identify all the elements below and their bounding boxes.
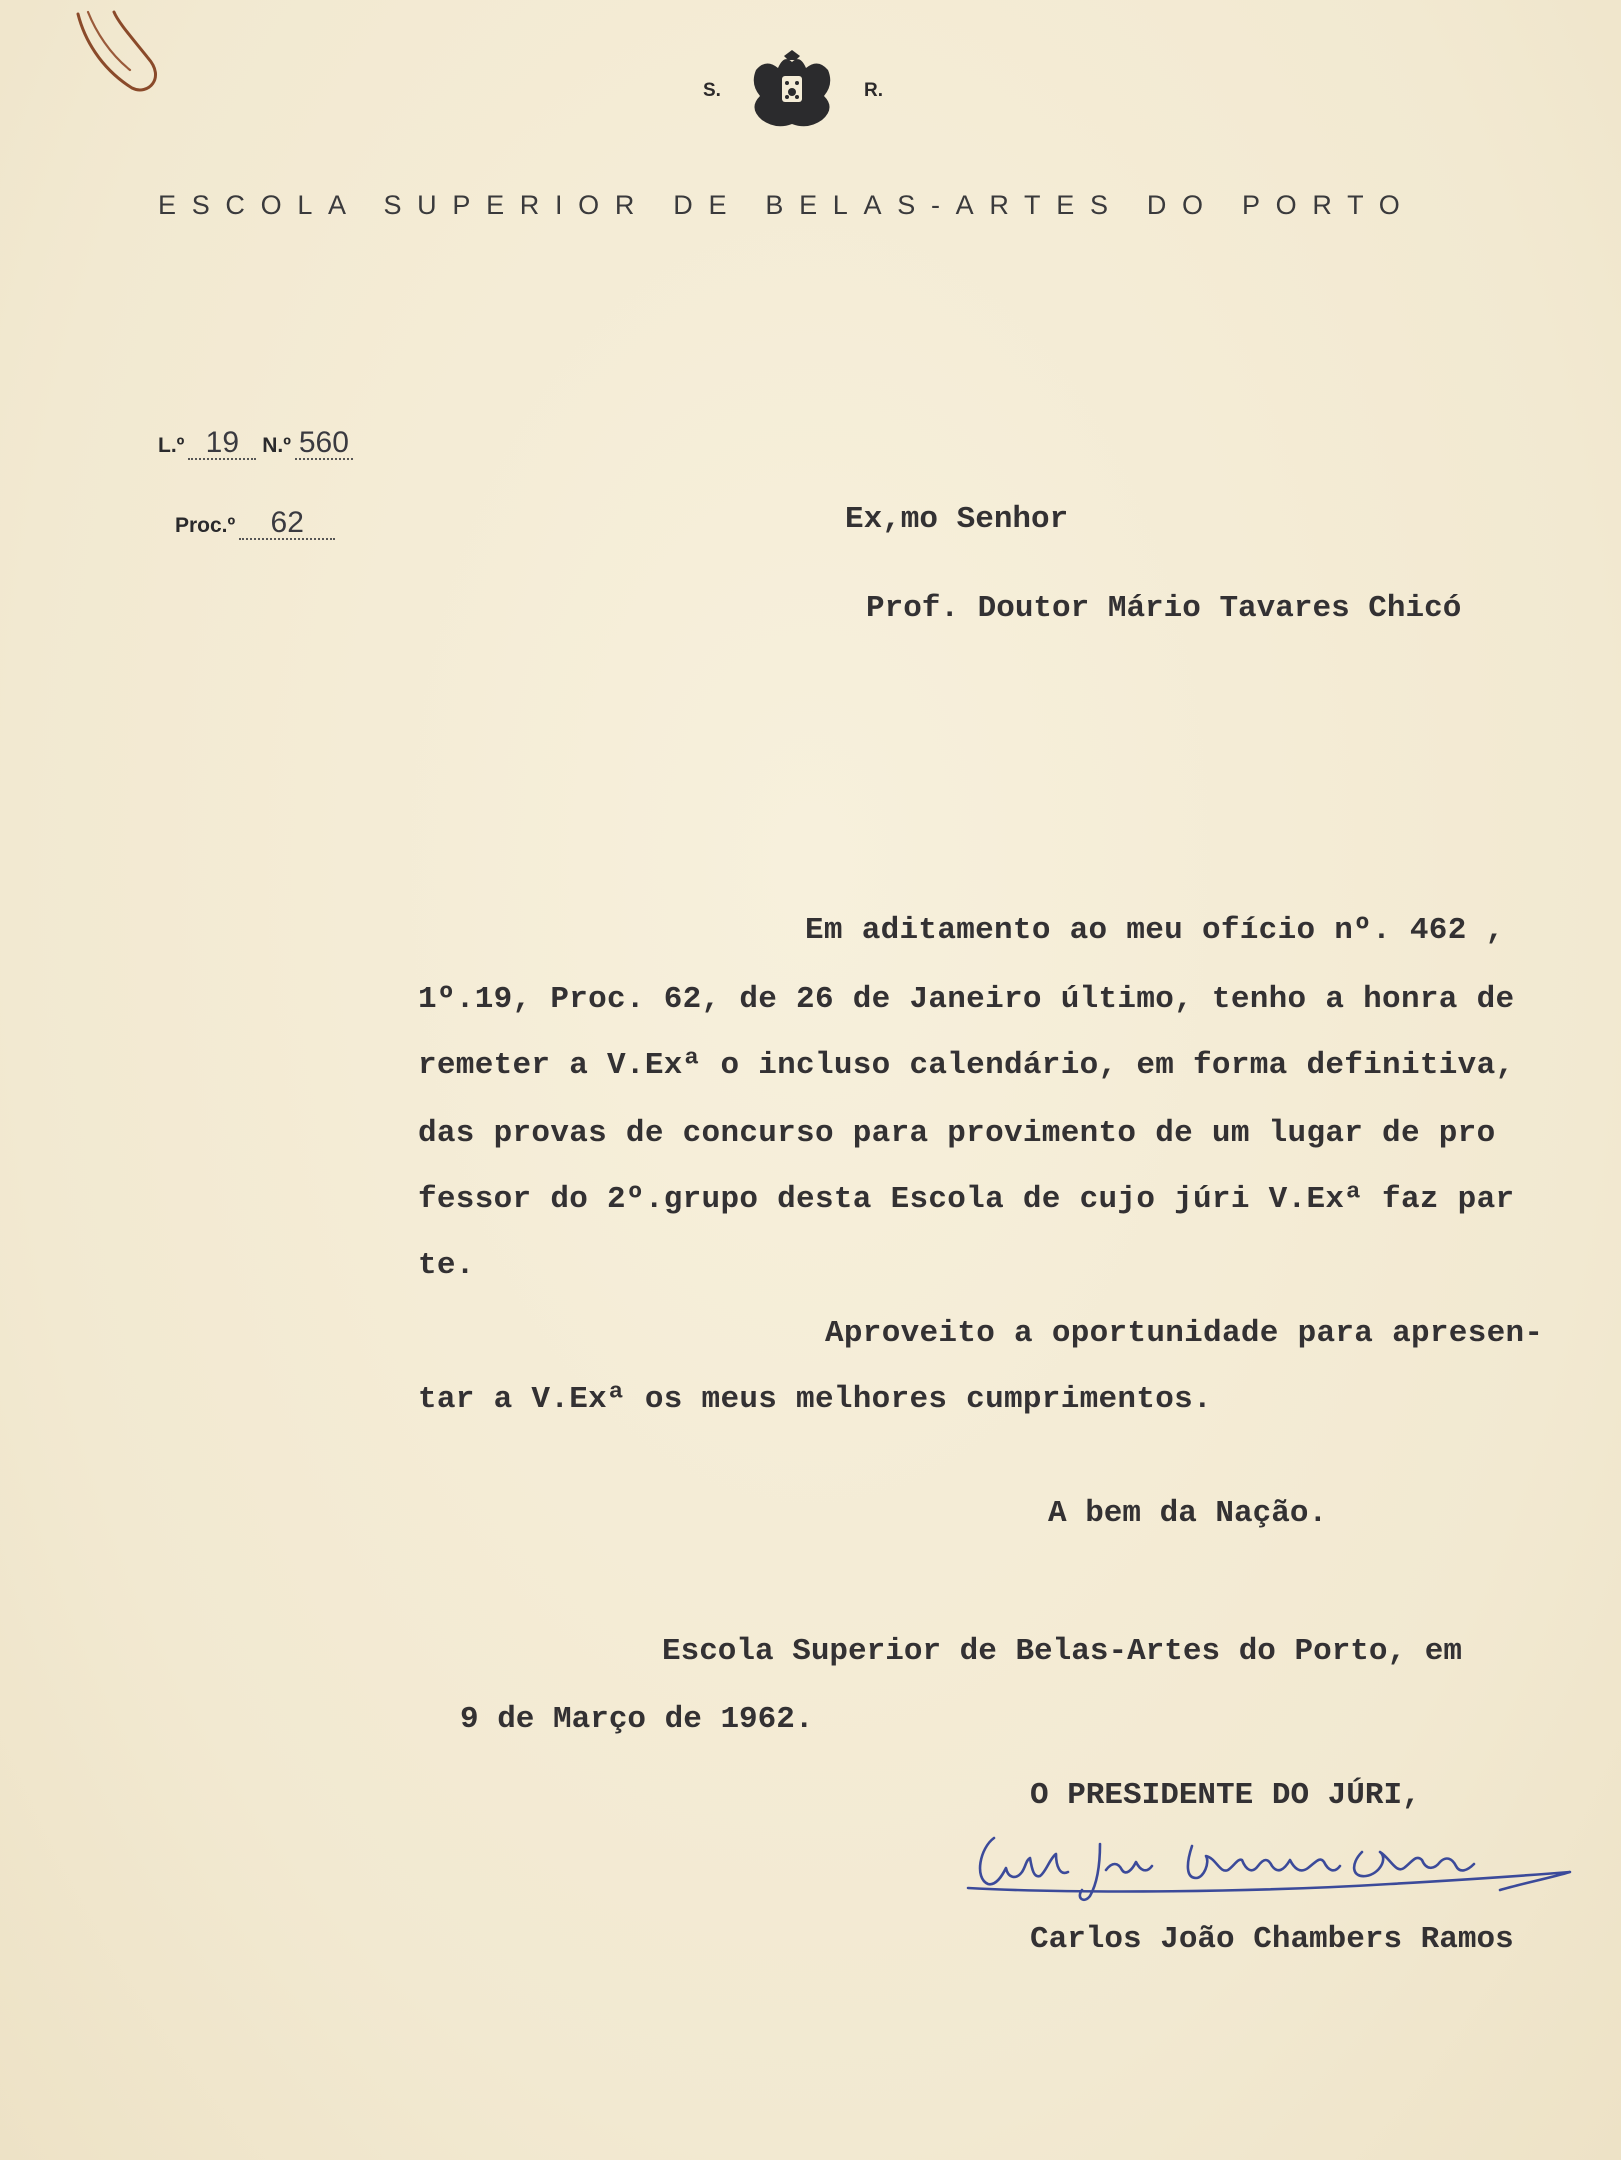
body-line: tar a V.Exª os meus melhores cumprimentos. [418, 1382, 1212, 1417]
signatory-title: O PRESIDENTE DO JÚRI, [1030, 1778, 1421, 1813]
addressee-name: Prof. Doutor Mário Tavares Chicó [866, 591, 1462, 626]
monogram-right: R. [864, 80, 883, 101]
dateline-date: 9 de Março de 1962. [460, 1702, 814, 1737]
coat-of-arms-icon [744, 50, 840, 130]
body-line: remeter a V.Exª o incluso calendário, em forma definitiva, [418, 1048, 1515, 1083]
processo-value: 62 [239, 508, 335, 540]
livro-label: L.º [158, 434, 185, 457]
body-line: fessor do 2º.grupo desta Escola de cujo júri V.Exª faz par [418, 1182, 1515, 1217]
reference-line-livro [158, 428, 353, 460]
livro-value: 19 [188, 428, 256, 460]
body-line: das provas de concurso para provimento de um lugar de pro [418, 1116, 1496, 1151]
body-line: 1º.19, Proc. 62, de 26 de Janeiro último, tenho a honra de [418, 982, 1515, 1017]
numero-value: 560 [295, 428, 353, 460]
institution-header: ESCOLA SUPERIOR DE BELAS-ARTES DO PORTO [158, 190, 1416, 220]
numero-label: N.º [262, 434, 291, 457]
dateline-place: Escola Superior de Belas-Artes do Porto, em [662, 1634, 1462, 1669]
signatory-name: Carlos João Chambers Ramos [1030, 1922, 1514, 1957]
body-line: te. [418, 1248, 475, 1283]
paperclip-mark-icon [70, 8, 170, 98]
body-line: Em aditamento ao meu ofício nº. 462 , [805, 913, 1505, 948]
reference-line-processo [175, 508, 335, 540]
monogram-left: S. [703, 80, 721, 101]
body-line: Aproveito a oportunidade para apresen- [825, 1316, 1544, 1351]
handwritten-signature [960, 1818, 1580, 1918]
closing-formula: A bem da Nação. [1048, 1496, 1328, 1531]
processo-label: Proc.º [175, 514, 236, 537]
salutation: Ex,mo Senhor [845, 502, 1069, 537]
